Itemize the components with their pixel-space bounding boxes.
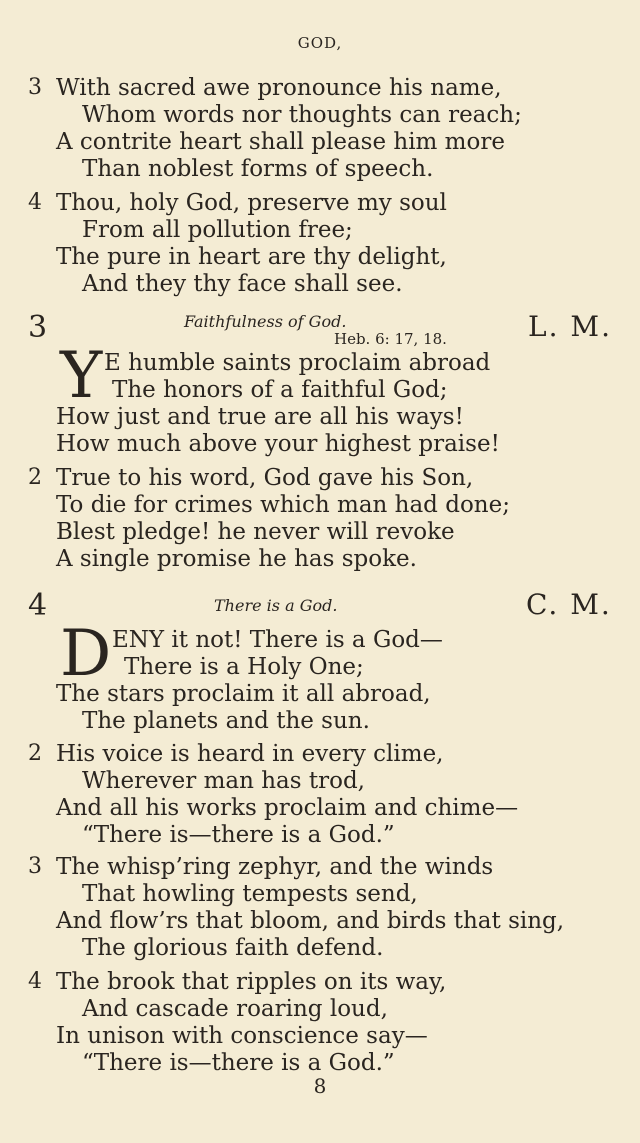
verse-line: The planets and the sun.	[82, 708, 370, 734]
verse-number: 4	[28, 190, 42, 215]
verse-line: From all pollution free;	[82, 217, 353, 243]
verse-line: The glorious faith defend.	[82, 935, 384, 961]
verse-line: Whom words nor thoughts can reach;	[82, 102, 522, 128]
hymn-title: Faithfulness of God.	[184, 312, 347, 331]
verse-number: 3	[28, 854, 42, 879]
verse-line: Wherever man has trod,	[82, 768, 365, 794]
verse-line: True to his word, God gave his Son,	[56, 465, 474, 491]
verse-line: There is a Holy One;	[124, 654, 364, 680]
verse-number: 2	[28, 465, 42, 490]
hymn-number: 4	[28, 588, 48, 623]
verse-line: “There is—there is a God.”	[82, 822, 395, 848]
page-number: 8	[313, 1074, 327, 1098]
verse-line: That howling tempests send,	[82, 881, 418, 907]
verse-line: And they thy face shall see.	[82, 271, 403, 297]
verse-line: And all his works proclaim and chime—	[56, 795, 519, 821]
verse-line: The stars proclaim it all abroad,	[56, 681, 431, 707]
running-head: GOD,	[297, 34, 343, 52]
hymn-meter: L. M.	[528, 310, 612, 343]
verse-line: And flow’rs that bloom, and birds that sing,	[56, 908, 565, 934]
verse-line: With sacred awe pronounce his name,	[56, 75, 502, 101]
verse-line: How just and true are all his ways!	[56, 404, 464, 430]
verse-line: Than noblest forms of speech.	[82, 156, 434, 182]
verse-line: The pure in heart are thy delight,	[56, 244, 447, 270]
verse-line: ENY it not! There is a God—	[112, 627, 443, 653]
verse-number: 4	[28, 969, 42, 994]
verse-line: The whisp’ring zephyr, and the winds	[56, 854, 494, 880]
hymn-meter: C. M.	[526, 588, 612, 621]
verse-line: How much above your highest praise!	[56, 431, 500, 457]
hymn-title: There is a God.	[214, 596, 338, 615]
verse-line: Thou, holy God, preserve my soul	[56, 190, 447, 216]
verse-line: Blest pledge! he never will revoke	[56, 519, 455, 545]
drop-cap: Y	[60, 339, 103, 413]
verse-line: And cascade roaring loud,	[82, 996, 388, 1022]
verse-line: “There is—there is a God.”	[82, 1050, 395, 1076]
verse-line: A contrite heart shall please him more	[56, 129, 505, 155]
verse-line: To die for crimes which man had done;	[56, 492, 510, 518]
hymn-number: 3	[28, 310, 48, 345]
scripture-reference: Heb. 6: 17, 18.	[334, 330, 447, 348]
drop-cap: D	[60, 617, 112, 691]
verse-number: 3	[28, 75, 42, 100]
verse-line: E humble saints proclaim abroad	[104, 350, 491, 376]
verse-line: The honors of a faithful God;	[112, 377, 448, 403]
verse-line: His voice is heard in every clime,	[56, 741, 444, 767]
verse-line: In unison with conscience say—	[56, 1023, 428, 1049]
verse-line: The brook that ripples on its way,	[56, 969, 447, 995]
verse-line: A single promise he has spoke.	[56, 546, 417, 572]
verse-number: 2	[28, 741, 42, 766]
